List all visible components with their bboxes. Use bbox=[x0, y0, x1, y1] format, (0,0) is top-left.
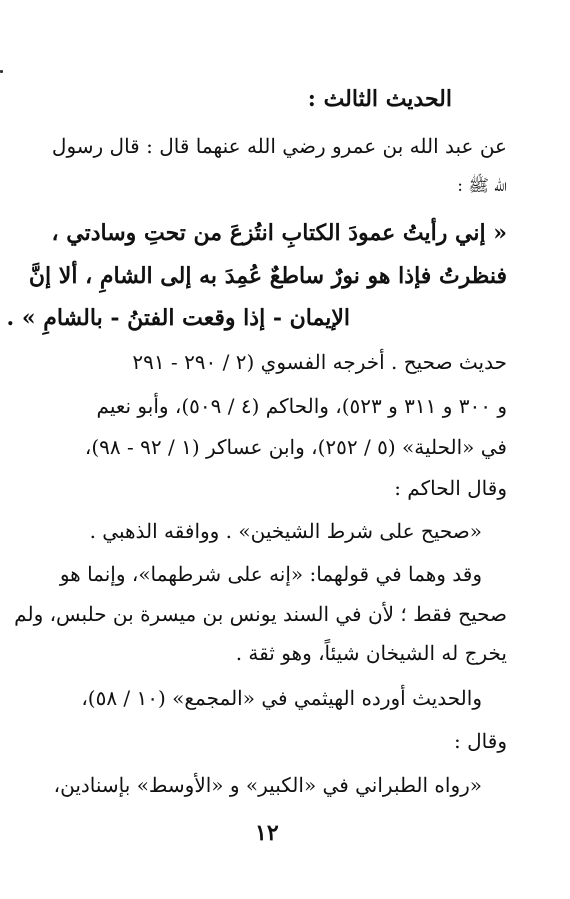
tabarani-quote-line: «رواه الطبراني في «الكبير» و «الأوسط» بإسنادين، bbox=[53, 773, 482, 797]
comment-line-3: يخرج له الشيخان شيئاً، وهو ثقة . bbox=[235, 641, 507, 665]
page-number: ١٢ bbox=[255, 820, 279, 846]
margin-mark bbox=[0, 70, 3, 73]
hadith-text-line-1: « إني رأيتُ عمودَ الكتابِ انتُزعَ من تحتِ وسادتي ، bbox=[51, 220, 507, 246]
haythami-line-2: وقال : bbox=[454, 729, 507, 753]
hadith-text-line-3: الإيمان - إذا وقعت الفتنُ - بالشامِ » . bbox=[6, 305, 350, 331]
haythami-line-1: والحديث أورده الهيثمي في «المجمع» (١٠ / ٥٨)، bbox=[81, 686, 482, 710]
hadith-text-line-2: فنظرتُ فإذا هو نورٌ ساطعٌ عُمِدَ به إلى الشامِ ، ألا إنَّ bbox=[28, 263, 507, 289]
narration-line-1: عن عبد الله بن عمرو رضي الله عنهما قال : قال رسول bbox=[51, 134, 507, 158]
grading-line-1: حديث صحيح . أخرجه الفسوي (٢ / ٢٩٠ - ٢٩١ bbox=[132, 350, 507, 374]
comment-line-1: وقد وهما في قولهما: «إنه على شرطهما»، وإنما هو bbox=[59, 562, 482, 586]
narration-line-2: الله ﷺ : bbox=[457, 176, 507, 196]
comment-line-2: صحيح فقط ؛ لأن في السند يونس بن ميسرة بن حلبس، ولم bbox=[14, 602, 507, 626]
grading-line-4: وقال الحاكم : bbox=[394, 476, 507, 500]
grading-line-2: و ٣٠٠ و ٣١١ و ٥٢٣)، والحاكم (٤ / ٥٠٩)، وأبو نعيم bbox=[96, 394, 507, 418]
section-heading: الحديث الثالث : bbox=[307, 86, 452, 112]
grading-line-3: في «الحلية» (٥ / ٢٥٢)، وابن عساكر (١ / ٩٢ - ٩٨)، bbox=[84, 435, 507, 459]
hakim-quote-line: «صحيح على شرط الشيخين» . ووافقه الذهبي . bbox=[89, 519, 482, 543]
